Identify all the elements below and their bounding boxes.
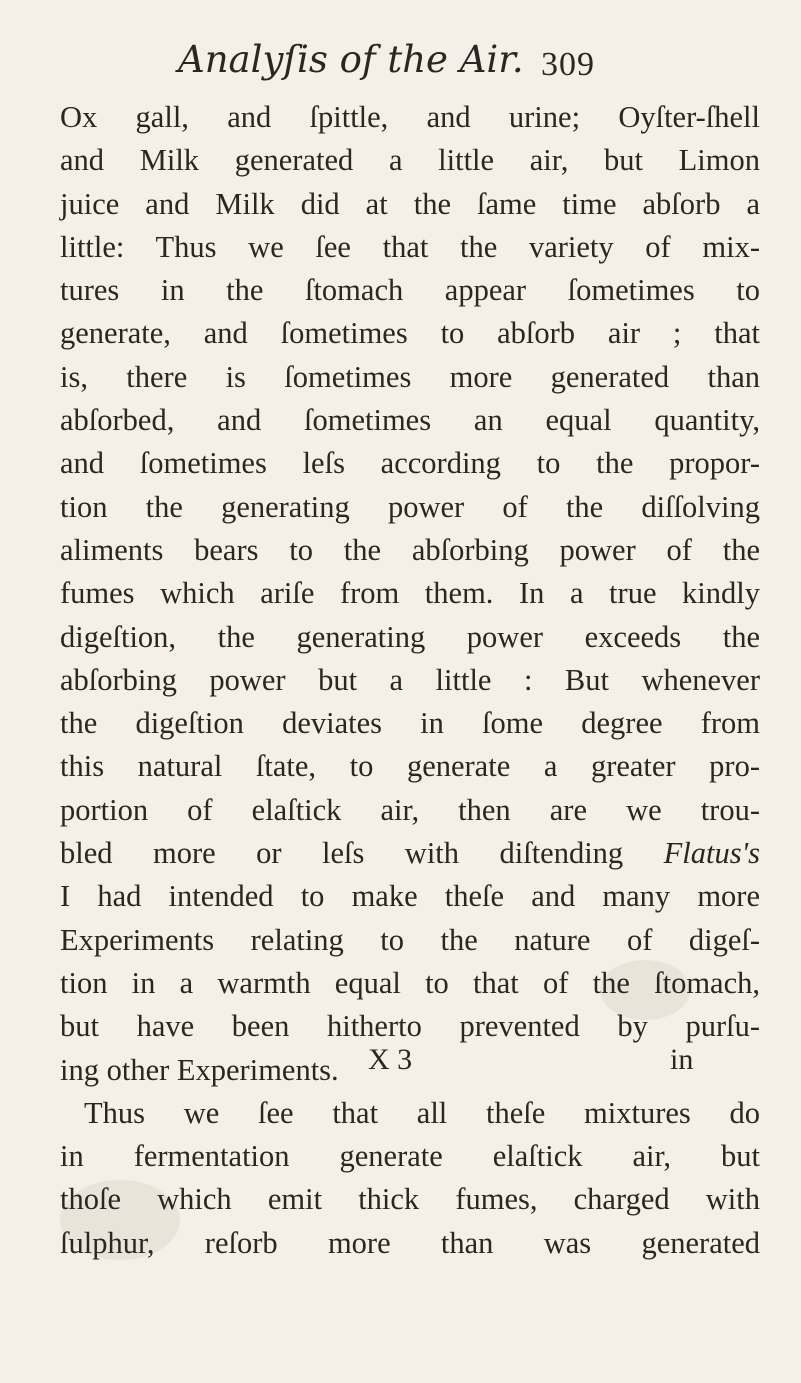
- text-line: generate, and ſometimes to abſorb air ; that: [60, 316, 760, 351]
- text-line: ſulphur, reſorb more than was generated: [60, 1225, 760, 1260]
- text-line: I had intended to make theſe and many more: [60, 879, 760, 914]
- italic-word: Flatus's: [663, 836, 760, 871]
- text-line: thoſe which emit thick fumes, charged with: [60, 1182, 760, 1217]
- text-line: [60, 832, 760, 875]
- text-line: Ox gall, and ſpittle, and urine; Oyſter-ſhell: [60, 100, 760, 134]
- running-head: [178, 38, 638, 98]
- catchword: in: [670, 1043, 694, 1076]
- text-segment: bled more or leſs with diſtending: [60, 836, 624, 871]
- text-line: tion in a warmth equal to that of the ſtomach,: [60, 965, 760, 1000]
- text-line: digeſtion, the generating power exceeds the: [60, 619, 760, 654]
- text-line: portion of elaſtick air, then are we trou-: [60, 792, 760, 827]
- text-line: Thus we ſee that all theſe mixtures do: [84, 1095, 760, 1130]
- text-line: juice and Milk did at the ſame time abſorb a: [60, 186, 760, 221]
- text-line: tion the generating power of the diſſolving: [60, 489, 760, 524]
- text-line: the digeſtion deviates in ſome degree from: [60, 706, 760, 741]
- body-text: [60, 96, 760, 1265]
- text-line: fumes which ariſe from them. In a true kindly: [60, 576, 760, 611]
- running-head-title: Analyſis of the Air.: [178, 38, 524, 81]
- text-line: is, there is ſometimes more generated than: [60, 359, 760, 394]
- text-line: this natural ſtate, to generate a greater pro-: [60, 749, 760, 784]
- text-line: ing other Experiments.: [60, 1052, 339, 1087]
- signature-mark: X 3: [368, 1043, 413, 1076]
- text-line: Experiments relating to the nature of digeſ-: [60, 922, 760, 957]
- text-line: little: Thus we ſee that the variety of mix-: [60, 229, 760, 264]
- text-line: abſorbing power but a little : But whenever: [60, 662, 760, 697]
- page-number: 309: [541, 46, 595, 83]
- text-line: aliments bears to the abſorbing power of the: [60, 532, 760, 567]
- text-line: in fermentation generate elaſtick air, but: [60, 1139, 760, 1174]
- text-line: and Milk generated a little air, but Limon: [60, 143, 760, 178]
- text-line: abſorbed, and ſometimes an equal quantity,: [60, 403, 760, 438]
- text-line: but have been hitherto prevented by purſu-: [60, 1009, 760, 1044]
- text-line: and ſometimes leſs according to the propor-: [60, 446, 760, 481]
- text-line: tures in the ſtomach appear ſometimes to: [60, 273, 760, 308]
- page-footer: [0, 1043, 801, 1087]
